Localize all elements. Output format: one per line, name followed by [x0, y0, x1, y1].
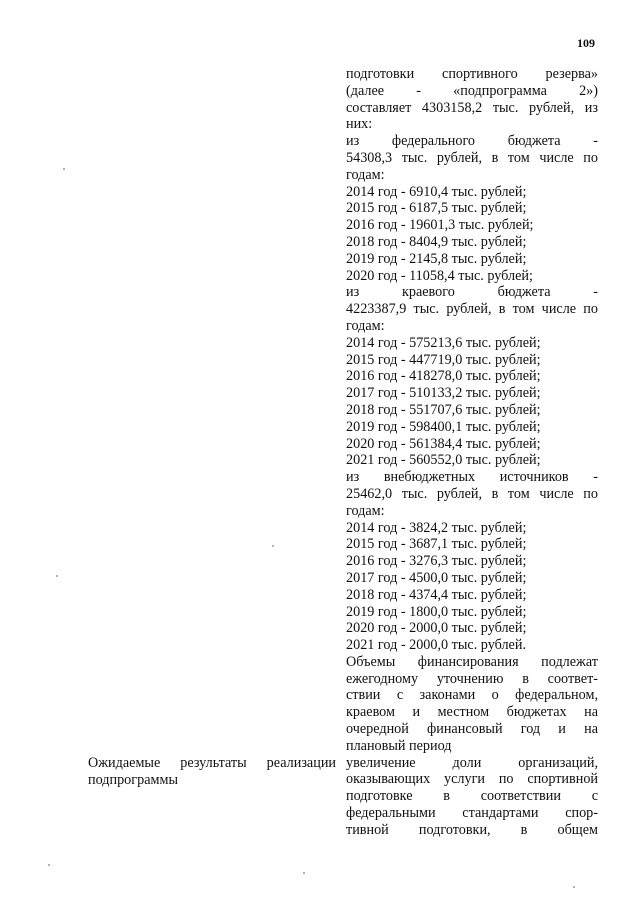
text-line: 2021 год - 2000,0 тыс. рублей.: [346, 637, 526, 654]
text-line: 2016 год - 418278,0 тыс. рублей;: [346, 368, 541, 385]
text-line: 2020 год - 561384,4 тыс. рублей;: [346, 435, 541, 452]
text-line: оказывающих услуги по спортивной: [346, 771, 598, 788]
text-line: 2014 год - 6910,4 тыс. рублей;: [346, 183, 527, 200]
text-line: 2017 год - 510133,2 тыс. рублей;: [346, 385, 541, 402]
text-line: подготовке в соответствии с: [346, 788, 598, 805]
text-line: тивной подготовки, в общем: [346, 821, 598, 838]
text-line: подготовки спортивного резерва»: [346, 66, 598, 82]
text-line: 2021 год - 560552,0 тыс. рублей;: [346, 452, 541, 469]
scan-speck: [56, 575, 58, 577]
text-line: очередной финансовый год и на: [346, 721, 598, 738]
text-line: увеличение доли организаций,: [346, 754, 598, 771]
text-line: из краевого бюджета -: [346, 284, 598, 301]
text-line: 2020 год - 2000,0 тыс. рублей;: [346, 620, 527, 637]
scan-speck: [573, 886, 575, 888]
text-line: 2019 год - 2145,8 тыс. рублей;: [346, 250, 527, 267]
scan-speck: [63, 168, 65, 170]
text-line: из внебюджетных источников -: [346, 469, 598, 486]
text-line: 2018 год - 551707,6 тыс. рублей;: [346, 401, 541, 418]
text-line: 2015 год - 3687,1 тыс. рублей;: [346, 536, 527, 553]
scan-speck: [48, 864, 50, 866]
text-line: (далее - «подпрограмма 2»): [346, 82, 598, 99]
text-line: годам:: [346, 317, 385, 334]
text-line: 2015 год - 6187,5 тыс. рублей;: [346, 200, 527, 217]
text-line: 54308,3 тыс. рублей, в том числе по: [346, 149, 598, 166]
text-line: федеральными стандартами спор-: [346, 805, 598, 822]
page-number: 109: [577, 36, 595, 50]
text-line: краевом и местном бюджетах на: [346, 704, 598, 721]
text-line: 4223387,9 тыс. рублей, в том числе по: [346, 301, 598, 318]
text-line: 2018 год - 4374,4 тыс. рублей;: [346, 586, 527, 603]
text-line: 2014 год - 3824,2 тыс. рублей;: [346, 519, 527, 536]
row-label-expected-results: [88, 755, 336, 789]
text-line: 2016 год - 19601,3 тыс. рублей;: [346, 217, 534, 234]
text-line: Ожидаемые результаты реализации: [88, 755, 336, 771]
text-line: плановый период: [346, 737, 452, 754]
text-line: 2018 год - 8404,9 тыс. рублей;: [346, 233, 527, 250]
scan-speck: [272, 545, 274, 547]
text-line: ежегодному уточнению в соответ-: [346, 670, 598, 687]
text-line: 2016 год - 3276,3 тыс. рублей;: [346, 553, 527, 570]
text-line: 25462,0 тыс. рублей, в том числе по: [346, 485, 598, 502]
text-line: 2019 год - 598400,1 тыс. рублей;: [346, 418, 541, 435]
text-line: ствии с законами о федеральном,: [346, 687, 598, 704]
text-line: подпрограммы: [88, 771, 178, 788]
text-line: годам:: [346, 166, 385, 183]
text-line: 2014 год - 575213,6 тыс. рублей;: [346, 334, 541, 351]
text-line: 2020 год - 11058,4 тыс. рублей;: [346, 267, 533, 284]
text-line: 2015 год - 447719,0 тыс. рублей;: [346, 351, 541, 368]
text-line: годам:: [346, 502, 385, 519]
text-line: составляет 4303158,2 тыс. рублей, из: [346, 99, 598, 116]
scan-speck: [303, 872, 305, 874]
subprogram-passport-content: [346, 66, 598, 839]
text-line: 2017 год - 4500,0 тыс. рублей;: [346, 569, 527, 586]
text-line: из федерального бюджета -: [346, 133, 598, 150]
text-line: Объемы финансирования подлежат: [346, 653, 598, 670]
text-line: них:: [346, 116, 373, 133]
text-line: 2019 год - 1800,0 тыс. рублей;: [346, 603, 527, 620]
